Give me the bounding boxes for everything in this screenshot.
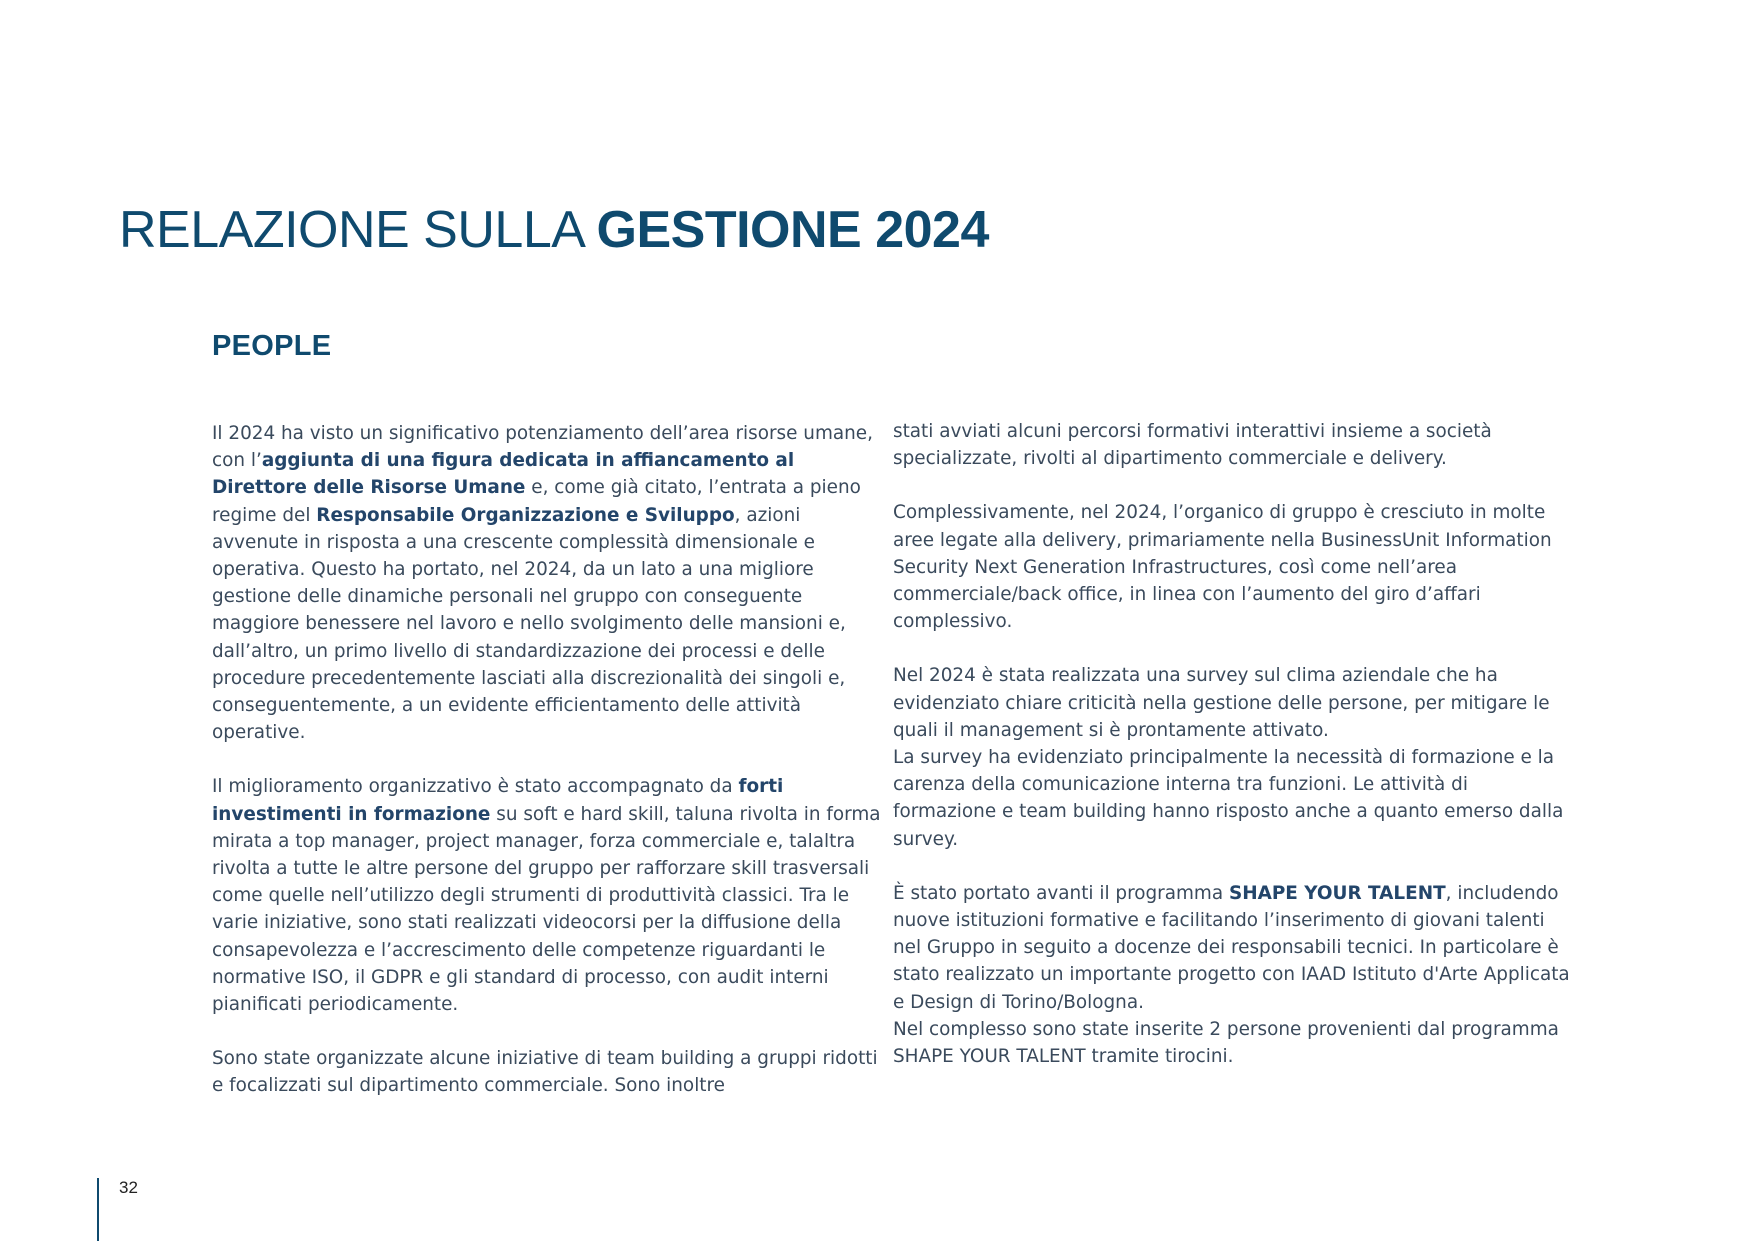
- text-run: , azioni avvenute in risposta a una crescente complessità dimensionale e operativa. Questo ha portato, nel 2024, da un lato a una migliore gestione delle dinamiche personali nel gruppo con conseguente maggiore benessere nel lavoro e nello svolgimento delle mansioni e, dall’altro, un primo livello di standardizzazione dei processi e delle procedure precedentemente lasciati alla discrezionalità dei singoli e, conseguentemente, a un evidente efficientamento delle attività operative.: [212, 504, 846, 744]
- left-column: [212, 420, 882, 1127]
- page-number: 32: [119, 1178, 138, 1197]
- page-title-bold: GESTIONE 2024: [596, 201, 989, 259]
- page-title-light: RELAZIONE SULLA: [119, 201, 583, 259]
- text-run: stati avviati alcuni percorsi formativi interattivi insieme a società specializzate, rivolti al dipartimento commerciale e delivery.: [893, 421, 1492, 470]
- page-number-divider: [97, 1178, 99, 1241]
- bold-run: forti investimenti in formazione: [212, 776, 784, 825]
- bold-run: SHAPE YOUR TALENT: [1228, 882, 1446, 904]
- text-run: e, come già citato, l’entrata a pieno regime del: [212, 477, 861, 526]
- text-run: È stato portato avanti il programma: [893, 882, 1229, 904]
- text-run: , includendo nuove istituzioni formative e facilitando l’inserimento di giovani talenti nel Gruppo in seguito a docenze dei responsabili tecnici. In particolare è stato realizzato un importante progetto con IAAD Istituto d'Arte Applicata e Design di Torino/Bologna.: [893, 882, 1570, 1013]
- paragraph-4: [893, 418, 1573, 472]
- bold-run: aggiunta di una figura dedicata in affiancamento al Direttore delle Risorse Umane: [212, 450, 795, 499]
- text-run: su soft e hard skill, taluna rivolta in forma mirata a top manager, project manager, forza commerciale e, talaltra rivolta a tutte le altre persone del gruppo per rafforzare skill trasversali come quelle nell’utilizzo degli strumenti di produttività classici. Tra le varie iniziative, sono stati realizzati videocorsi per la diffusione della consapevolezza e l’accrescimento delle competenze riguardanti le normative ISO, il GDPR e gli standard di processo, con audit interni pianificati periodicamente.: [212, 803, 881, 1016]
- paragraph-5: [893, 499, 1573, 635]
- section-title: PEOPLE: [212, 330, 332, 362]
- text-run: Nel 2024 è stata realizzata una survey sul clima aziendale che ha evidenziato chiare criticità nella gestione delle persone, per mitigare le quali il management si è prontamente attivato.: [893, 665, 1550, 741]
- right-column: [893, 418, 1573, 1097]
- paragraph-2: [212, 773, 882, 1018]
- text-run: Nel complesso sono state inserite 2 persone provenienti dal programma SHAPE YOUR TALENT tramite tirocini.: [893, 1018, 1559, 1068]
- page-title: [119, 200, 989, 260]
- paragraph-1: [212, 420, 882, 746]
- paragraph-7: [893, 880, 1573, 1070]
- bold-run: Responsabile Organizzazione e Sviluppo: [316, 504, 735, 526]
- text-run: La survey ha evidenziato principalmente la necessità di formazione e la carenza della comunicazione interna tra funzioni. Le attività di formazione e team building hanno risposto anche a quanto emerso dalla survey.: [893, 747, 1564, 850]
- paragraph-3: [212, 1045, 882, 1099]
- text-run: Complessivamente, nel 2024, l’organico di gruppo è cresciuto in molte aree legate alla delivery, primariamente nella BusinessUnit Information Security Next Generation Infrastructures, così come nell’area commerciale/back office, in linea con l’aumento del giro d’affari complessivo.: [893, 502, 1552, 633]
- text-run: Il 2024 ha visto un significativo potenziamento dell’area risorse umane, con l’: [212, 423, 873, 472]
- text-run: Sono state organizzate alcune iniziative di team building a gruppi ridotti e focalizzati sul dipartimento commerciale. Sono inoltre: [212, 1048, 878, 1097]
- text-run: Il miglioramento organizzativo è stato accompagnato da: [212, 776, 739, 798]
- paragraph-6: [893, 662, 1573, 852]
